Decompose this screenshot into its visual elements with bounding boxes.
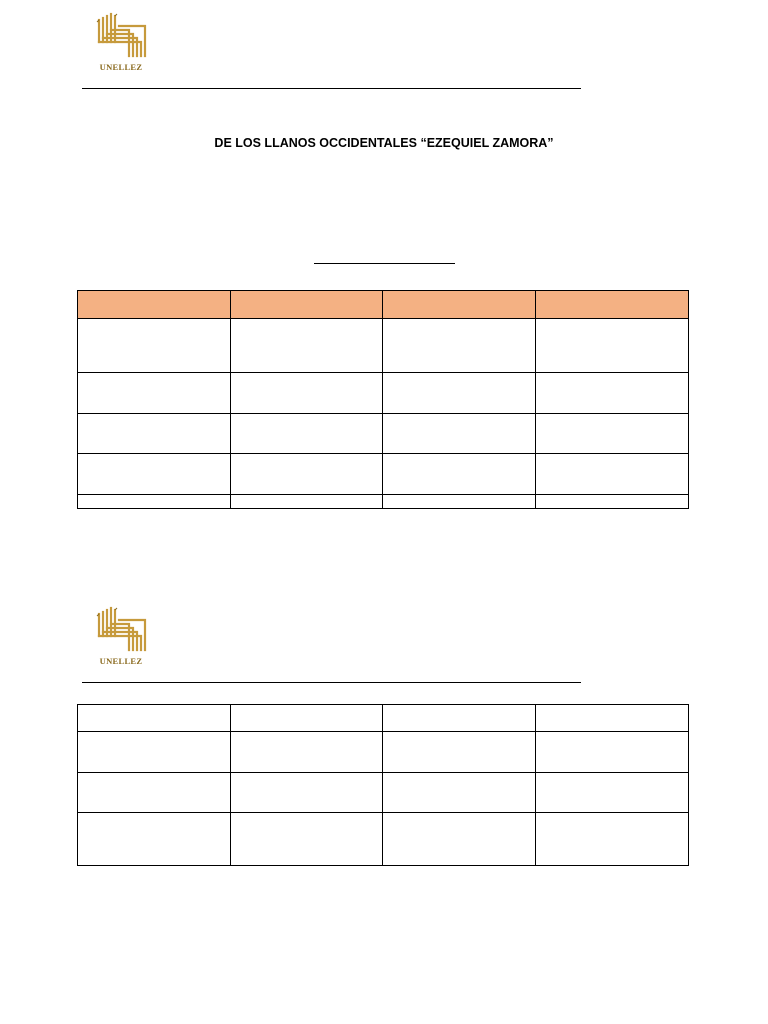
table-row [78, 319, 689, 373]
table-cell [231, 291, 383, 319]
table-cell [78, 373, 231, 414]
table-cell [78, 705, 231, 732]
table-cell [536, 495, 689, 509]
table-cell [536, 773, 689, 813]
table-cell [536, 732, 689, 773]
document-title: DE LOS LLANOS OCCIDENTALES “EZEQUIEL ZAMORA” [214, 136, 554, 150]
table-cell [383, 319, 536, 373]
table-cell [383, 495, 536, 509]
table-cell [78, 454, 231, 495]
table-cell [78, 773, 231, 813]
table-cell [231, 773, 383, 813]
table-cell [231, 373, 383, 414]
table-row [78, 813, 689, 866]
table-cell [78, 813, 231, 866]
table-cell [78, 732, 231, 773]
table-row [78, 414, 689, 454]
table-header-row [78, 291, 689, 319]
table-cell [78, 414, 231, 454]
header-rule [82, 88, 581, 89]
table-cell [231, 732, 383, 773]
table-cell [383, 454, 536, 495]
table-cell [536, 291, 689, 319]
table-cell [383, 732, 536, 773]
table-cell [231, 495, 383, 509]
logo-text: UNELLEZ [99, 62, 143, 72]
table-cell [231, 319, 383, 373]
unellez-logo [93, 12, 149, 76]
table-cell [383, 813, 536, 866]
table-row [78, 373, 689, 414]
table-cell [383, 291, 536, 319]
unellez-logo [93, 606, 149, 670]
table-cell [383, 414, 536, 454]
table-cell [78, 291, 231, 319]
table-cell [536, 414, 689, 454]
logo-text: UNELLEZ [99, 656, 143, 666]
table-cell [231, 414, 383, 454]
table-row [78, 495, 689, 509]
table-cell [383, 705, 536, 732]
table-cell [231, 813, 383, 866]
table-cell [78, 495, 231, 509]
table-cell [536, 705, 689, 732]
header-rule [82, 682, 581, 683]
table-cell [536, 454, 689, 495]
table-row [78, 773, 689, 813]
table-cell [536, 373, 689, 414]
table-2 [77, 704, 689, 866]
table-1 [77, 290, 689, 509]
table-cell [231, 705, 383, 732]
table-row [78, 705, 689, 732]
table-cell [536, 813, 689, 866]
signature-line [314, 263, 455, 264]
table-row [78, 732, 689, 773]
table-cell [383, 773, 536, 813]
table-cell [231, 454, 383, 495]
unellez-emblem-icon [93, 12, 149, 62]
table-cell [536, 319, 689, 373]
table-cell [383, 373, 536, 414]
unellez-emblem-icon [93, 606, 149, 656]
table-row [78, 454, 689, 495]
table-cell [78, 319, 231, 373]
